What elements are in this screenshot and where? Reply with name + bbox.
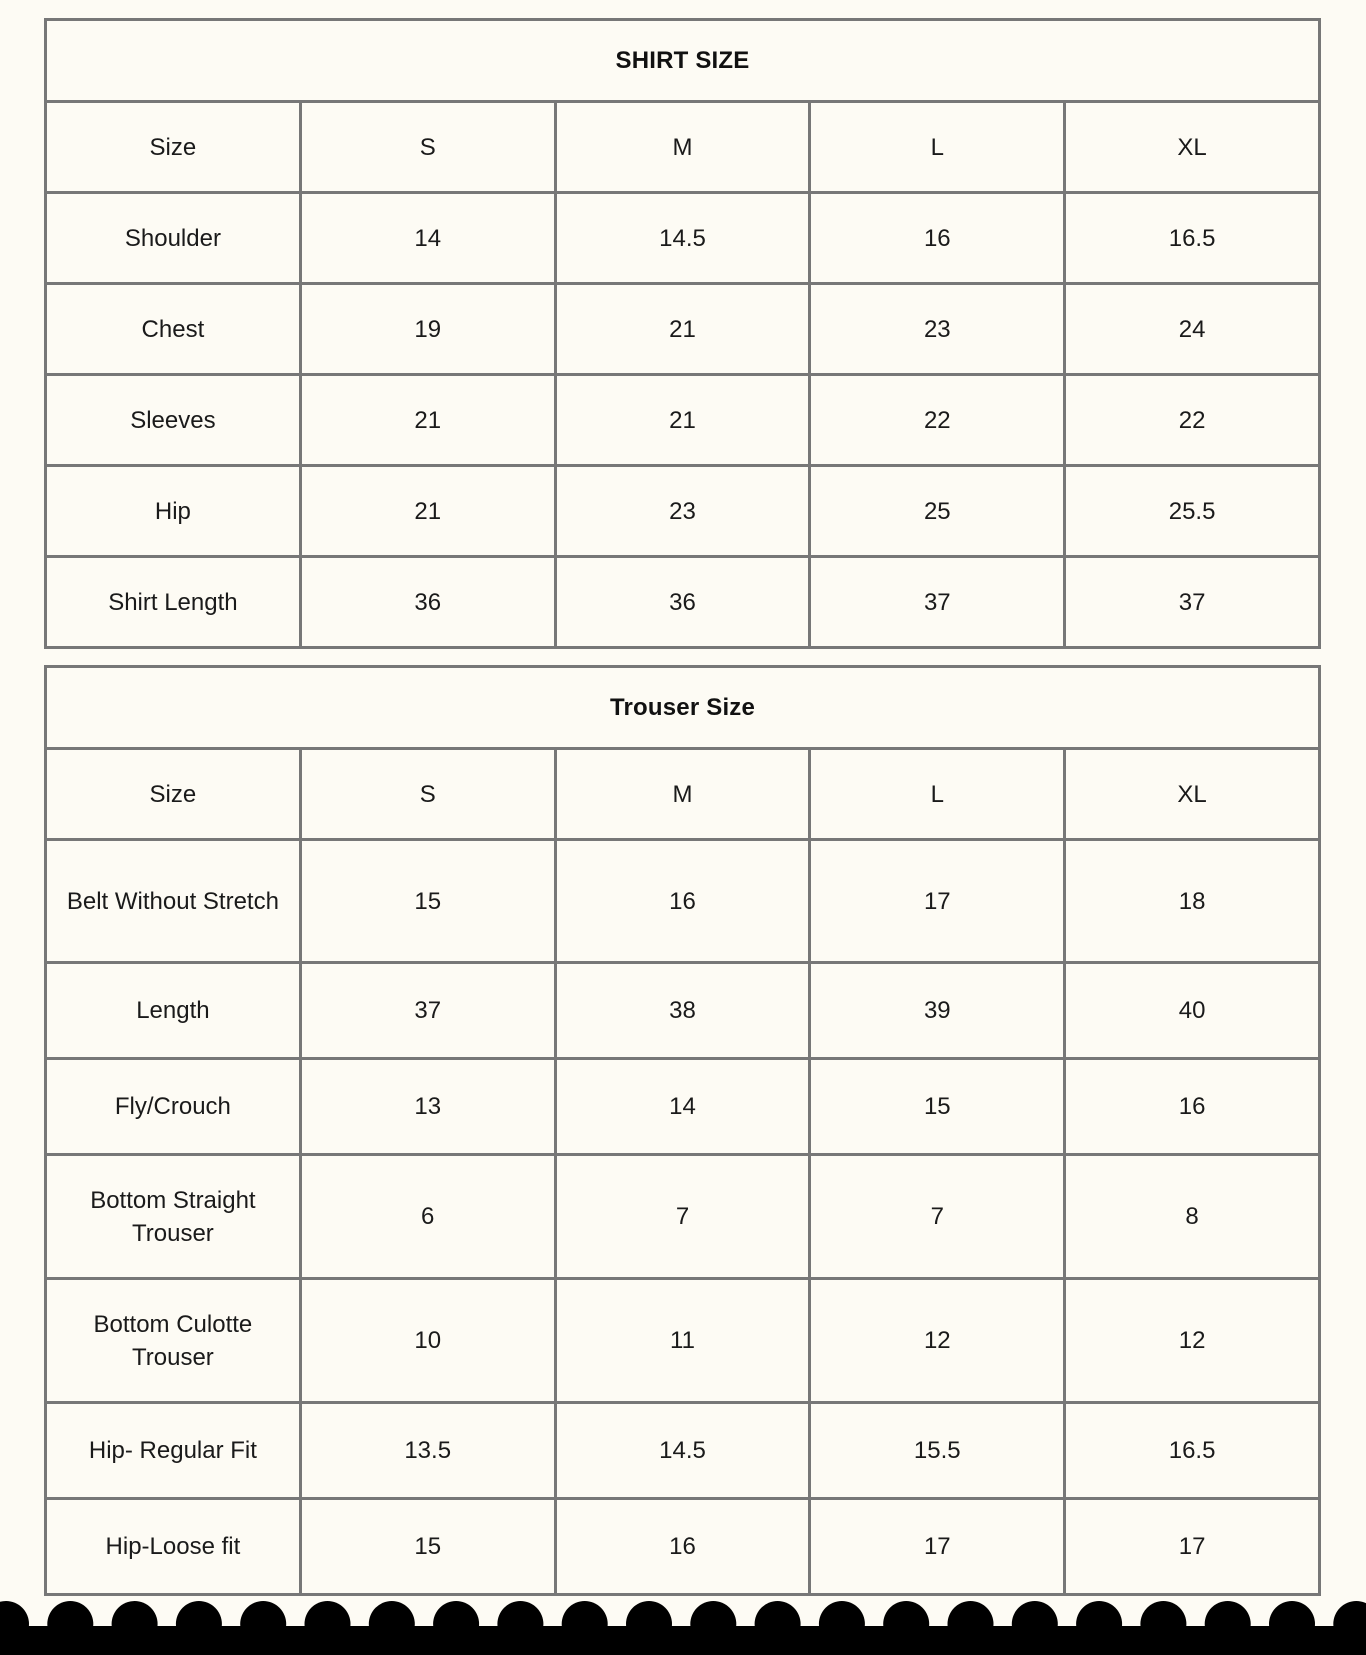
table-cell: 36 xyxy=(300,557,555,648)
table-cell: 39 xyxy=(810,963,1065,1059)
row-label: Shoulder xyxy=(46,193,301,284)
table-cell: 16.5 xyxy=(1065,1403,1320,1499)
shirt-size-table xyxy=(44,18,1321,649)
table-row xyxy=(46,1059,1320,1155)
trouser-size-table xyxy=(44,665,1321,1596)
table-cell: 23 xyxy=(555,466,810,557)
row-label: Hip- Regular Fit xyxy=(46,1403,301,1499)
row-label: Hip-Loose fit xyxy=(46,1499,301,1595)
table-cell: 15 xyxy=(810,1059,1065,1155)
scallop-dot xyxy=(755,1601,801,1647)
trouser-size-title: Trouser Size xyxy=(46,667,1320,749)
header-cell: S xyxy=(300,749,555,840)
scallop-dot xyxy=(112,1601,158,1647)
row-label: Belt Without Stretch xyxy=(46,840,301,963)
table-header-row xyxy=(46,749,1320,840)
table-row xyxy=(46,193,1320,284)
table-row xyxy=(46,1155,1320,1279)
header-cell: S xyxy=(300,102,555,193)
table-cell: 21 xyxy=(300,466,555,557)
table-cell: 14 xyxy=(300,193,555,284)
table-title-row xyxy=(46,667,1320,749)
header-cell: L xyxy=(810,102,1065,193)
header-cell: Size xyxy=(46,102,301,193)
table-cell: 37 xyxy=(810,557,1065,648)
row-label: Bottom Culotte Trouser xyxy=(46,1279,301,1403)
table-cell: 15 xyxy=(300,1499,555,1595)
table-cell: 22 xyxy=(810,375,1065,466)
table-cell: 40 xyxy=(1065,963,1320,1059)
table-row xyxy=(46,1403,1320,1499)
table-cell: 17 xyxy=(810,840,1065,963)
table-row xyxy=(46,1279,1320,1403)
table-cell: 6 xyxy=(300,1155,555,1279)
table-cell: 17 xyxy=(810,1499,1065,1595)
table-cell: 15 xyxy=(300,840,555,963)
scallop-dot xyxy=(690,1601,736,1647)
scallop-dot xyxy=(562,1601,608,1647)
table-cell: 16.5 xyxy=(1065,193,1320,284)
table-cell: 25.5 xyxy=(1065,466,1320,557)
table-cell: 12 xyxy=(1065,1279,1320,1403)
table-cell: 19 xyxy=(300,284,555,375)
table-cell: 15.5 xyxy=(810,1403,1065,1499)
header-cell: M xyxy=(555,102,810,193)
table-cell: 14 xyxy=(555,1059,810,1155)
table-row xyxy=(46,375,1320,466)
scallop-dot xyxy=(369,1601,415,1647)
table-cell: 11 xyxy=(555,1279,810,1403)
scallop-dot xyxy=(1140,1601,1186,1647)
row-label: Sleeves xyxy=(46,375,301,466)
table-row xyxy=(46,557,1320,648)
table-title-row xyxy=(46,20,1320,102)
table-cell: 21 xyxy=(555,284,810,375)
table-cell: 23 xyxy=(810,284,1065,375)
scallop-dot xyxy=(305,1601,351,1647)
scallop-dot xyxy=(176,1601,222,1647)
scallop-dot xyxy=(1012,1601,1058,1647)
table-cell: 22 xyxy=(1065,375,1320,466)
row-label: Shirt Length xyxy=(46,557,301,648)
table-row xyxy=(46,963,1320,1059)
table-cell: 12 xyxy=(810,1279,1065,1403)
table-cell: 21 xyxy=(300,375,555,466)
table-cell: 37 xyxy=(1065,557,1320,648)
table-cell: 10 xyxy=(300,1279,555,1403)
row-label: Fly/Crouch xyxy=(46,1059,301,1155)
table-cell: 13 xyxy=(300,1059,555,1155)
table-cell: 16 xyxy=(1065,1059,1320,1155)
scalloped-footer-decoration xyxy=(0,1600,1366,1655)
scallop-dot xyxy=(626,1601,672,1647)
header-cell: L xyxy=(810,749,1065,840)
scallop-dot xyxy=(948,1601,994,1647)
row-label: Chest xyxy=(46,284,301,375)
row-label: Hip xyxy=(46,466,301,557)
table-header-row xyxy=(46,102,1320,193)
scallop-dot xyxy=(819,1601,865,1647)
shirt-size-title: SHIRT SIZE xyxy=(46,20,1320,102)
header-cell: Size xyxy=(46,749,301,840)
scallop-dot xyxy=(1076,1601,1122,1647)
table-cell: 25 xyxy=(810,466,1065,557)
table-cell: 38 xyxy=(555,963,810,1059)
scallop-dot xyxy=(240,1601,286,1647)
table-cell: 18 xyxy=(1065,840,1320,963)
table-cell: 16 xyxy=(555,1499,810,1595)
table-cell: 14.5 xyxy=(555,1403,810,1499)
scallop-dot xyxy=(1205,1601,1251,1647)
table-cell: 24 xyxy=(1065,284,1320,375)
table-cell: 7 xyxy=(810,1155,1065,1279)
table-cell: 7 xyxy=(555,1155,810,1279)
header-cell: XL xyxy=(1065,749,1320,840)
table-row xyxy=(46,466,1320,557)
table-cell: 14.5 xyxy=(555,193,810,284)
scallop-dot xyxy=(47,1601,93,1647)
scallop-dot xyxy=(433,1601,479,1647)
table-cell: 36 xyxy=(555,557,810,648)
table-row xyxy=(46,840,1320,963)
scallop-dot xyxy=(497,1601,543,1647)
table-cell: 21 xyxy=(555,375,810,466)
table-cell: 16 xyxy=(810,193,1065,284)
table-cell: 16 xyxy=(555,840,810,963)
table-cell: 17 xyxy=(1065,1499,1320,1595)
row-label: Length xyxy=(46,963,301,1059)
table-cell: 13.5 xyxy=(300,1403,555,1499)
table-cell: 37 xyxy=(300,963,555,1059)
row-label: Bottom Straight Trouser xyxy=(46,1155,301,1279)
scallop-dot xyxy=(1269,1601,1315,1647)
table-row xyxy=(46,1499,1320,1595)
table-cell: 8 xyxy=(1065,1155,1320,1279)
header-cell: M xyxy=(555,749,810,840)
header-cell: XL xyxy=(1065,102,1320,193)
scallop-dot xyxy=(883,1601,929,1647)
table-row xyxy=(46,284,1320,375)
